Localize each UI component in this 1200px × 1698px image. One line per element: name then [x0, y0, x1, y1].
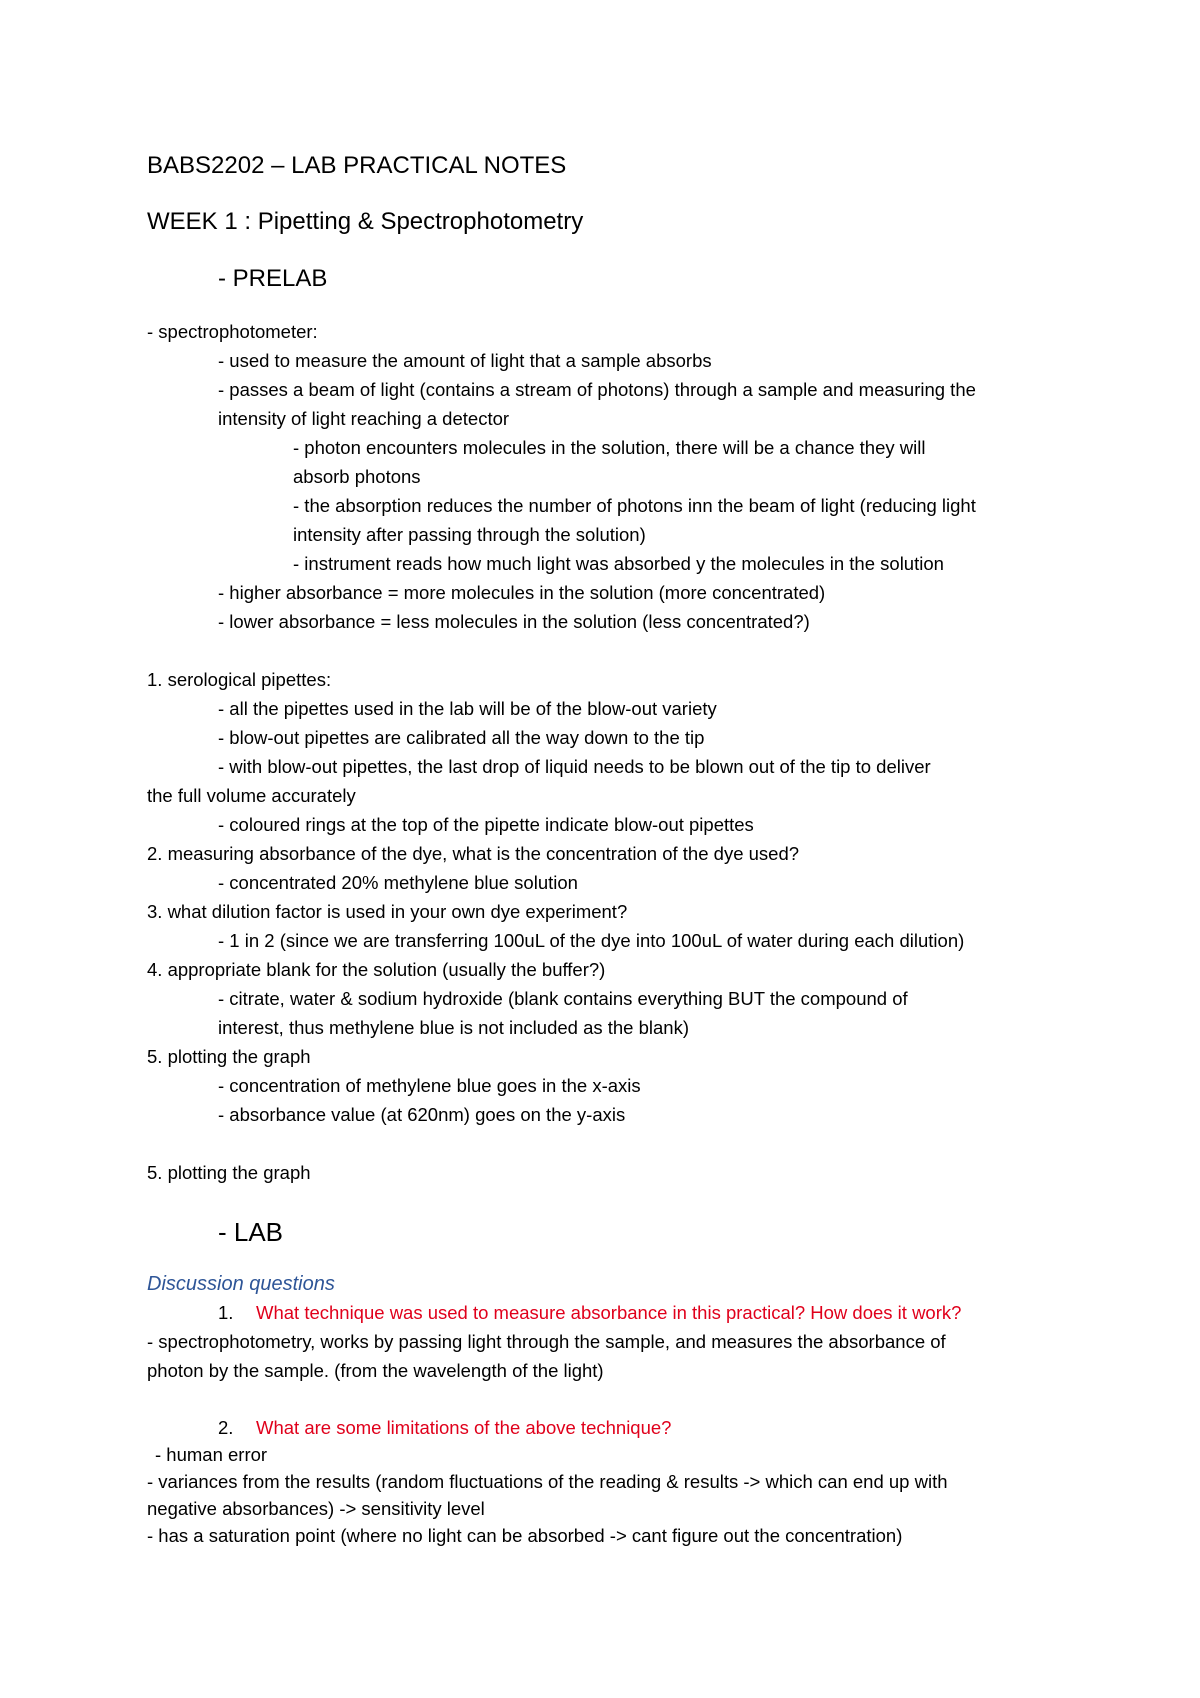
answer-line: interest, thus methylene blue is not included as the blank): [218, 1017, 690, 1038]
spectro-note: - higher absorbance = more molecules in the solution (more concentrated): [218, 582, 826, 603]
spectro-note: - lower absorbance = less molecules in the solution (less concentrated?): [218, 611, 810, 632]
lab-heading: - LAB: [218, 1217, 284, 1247]
answer-line: - coloured rings at the top of the pipette indicate blow-out pipettes: [218, 814, 754, 835]
answer-line: - human error: [155, 1444, 268, 1465]
spectro-subnote: - photon encounters molecules in the solution, there will be a chance they will: [293, 437, 926, 458]
spectro-subnote: absorb photons: [293, 466, 421, 487]
answer-line: - citrate, water & sodium hydroxide (blank contains everything BUT the compound of: [218, 988, 908, 1009]
spectro-note: intensity of light reaching a detector: [218, 408, 510, 429]
prelab-question-5-repeat: 5. plotting the graph: [147, 1162, 311, 1183]
prelab-question-1: 1. serological pipettes:: [147, 669, 332, 690]
week-heading: WEEK 1 : Pipetting & Spectrophotometry: [147, 208, 584, 235]
answer-line: - 1 in 2 (since we are transferring 100uL of the dye into 100uL of water during each dilution): [218, 930, 965, 951]
prelab-question-4: 4. appropriate blank for the solution (usually the buffer?): [147, 959, 606, 980]
answer-line: negative absorbances) -> sensitivity level: [147, 1498, 485, 1519]
question-number: 2.: [218, 1417, 234, 1438]
spectro-subnote: intensity after passing through the solution): [293, 524, 646, 545]
answer-line: photon by the sample. (from the wavelength of the light): [147, 1360, 604, 1381]
discussion-heading: Discussion questions: [147, 1273, 335, 1295]
answer-line: the full volume accurately: [147, 785, 356, 806]
question-text: What are some limitations of the above technique?: [256, 1417, 672, 1438]
spectro-subnote: - the absorption reduces the number of photons inn the beam of light (reducing light: [293, 495, 976, 516]
discussion-question-2: [218, 1416, 671, 1440]
question-text: What technique was used to measure absorbance in this practical? How does it work?: [256, 1302, 962, 1323]
answer-line: - concentration of methylene blue goes in the x-axis: [218, 1075, 641, 1096]
answer-line: - spectrophotometry, works by passing light through the sample, and measures the absorbance of: [147, 1331, 946, 1352]
prelab-heading: - PRELAB: [218, 265, 328, 292]
answer-line: - variances from the results (random fluctuations of the reading & results -> which can end up with: [147, 1471, 948, 1492]
discussion-question-1: [218, 1301, 961, 1325]
prelab-question-5: 5. plotting the graph: [147, 1046, 311, 1067]
prelab-question-2: 2. measuring absorbance of the dye, what is the concentration of the dye used?: [147, 843, 800, 864]
document-title: BABS2202 – LAB PRACTICAL NOTES: [147, 152, 567, 179]
answer-line: - with blow-out pipettes, the last drop of liquid needs to be blown out of the tip to deliver: [218, 756, 931, 777]
answer-line: - all the pipettes used in the lab will be of the blow-out variety: [218, 698, 717, 719]
prelab-question-3: 3. what dilution factor is used in your own dye experiment?: [147, 901, 628, 922]
answer-line: - has a saturation point (where no light can be absorbed -> cant figure out the concentration): [147, 1525, 903, 1546]
spectro-note: - passes a beam of light (contains a stream of photons) through a sample and measuring the: [218, 379, 976, 400]
answer-line: - concentrated 20% methylene blue solution: [218, 872, 578, 893]
spectrophotometer-label: - spectrophotometer:: [147, 321, 318, 342]
spectro-note: - used to measure the amount of light that a sample absorbs: [218, 350, 712, 371]
answer-line: - absorbance value (at 620nm) goes on the y-axis: [218, 1104, 626, 1125]
spectro-subnote: - instrument reads how much light was absorbed y the molecules in the solution: [293, 553, 944, 574]
question-number: 1.: [218, 1302, 234, 1323]
answer-line: - blow-out pipettes are calibrated all the way down to the tip: [218, 727, 705, 748]
